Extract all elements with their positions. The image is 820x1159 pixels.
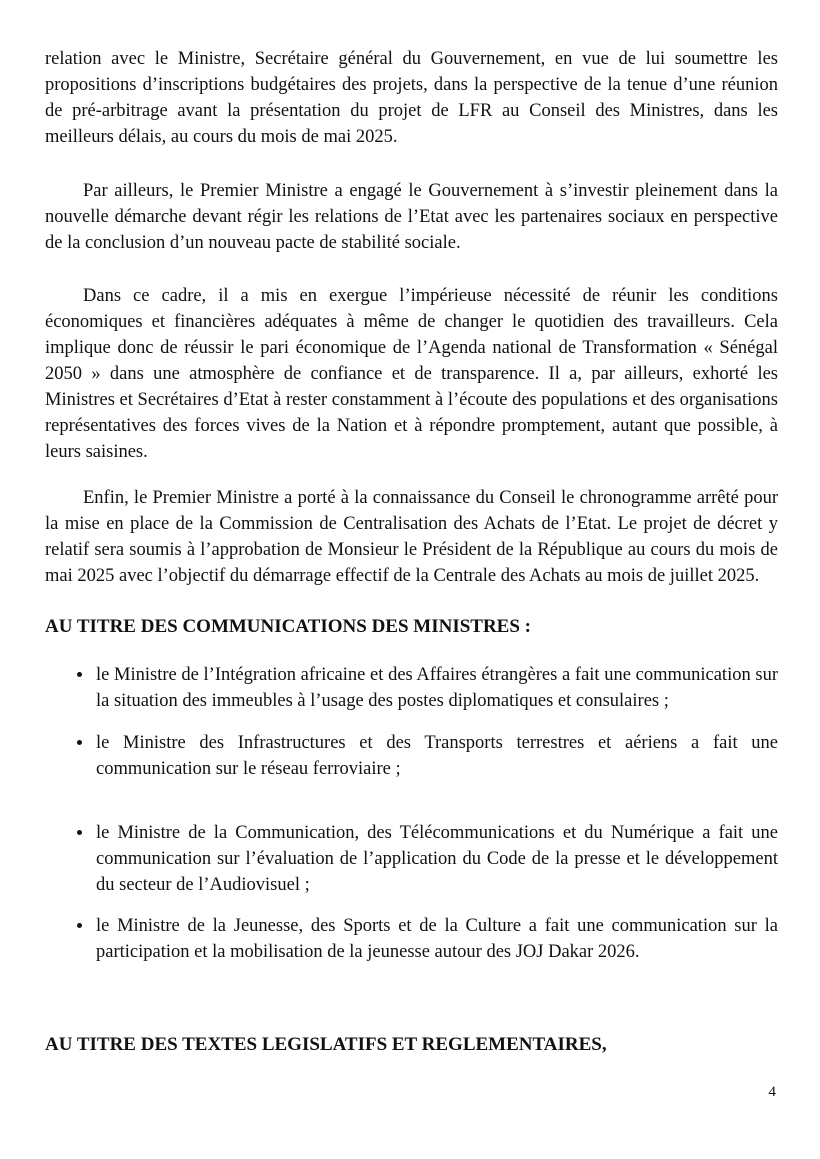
paragraph-budget-lfr: relation avec le Ministre, Secrétaire général du Gouvernement, en vue de lui soumettre les propositions d’inscriptions budgétaires des projets, dans la perspective de la tenue d’une réunion de pré-arbitrage avant la présentation du projet de LFR au Conseil des Ministres, dans les meilleurs délais, au cours du mois de mai 2025.	[45, 49, 778, 147]
paragraph-senegal-2050: Dans ce cadre, il a mis en exergue l’impérieuse nécessité de réunir les conditions économiques et financières adéquates à même de changer le quotidien des travailleurs. Cela implique donc de réussir le pari économique de l’Agenda national de Transformation « Sénégal 2050 » dans une atmosphère de confiance et de transparence. Il a, par ailleurs, exhorté les Ministres et Secrétaires d’Etat à rester constamment à l’écoute des populations et des organisations représentatives des forces vives de la Nation et à répondre promptement, autant que possible, à leurs saisines.	[45, 286, 778, 462]
section-heading-textes-legislatifs: AU TITRE DES TEXTES LEGISLATIFS ET REGLEMENTAIRES,	[45, 1034, 607, 1055]
section-heading-communications: AU TITRE DES COMMUNICATIONS DES MINISTRES :	[45, 616, 531, 637]
list-item-jeunesse-sports: • le Ministre de la Jeunesse, des Sports et de la Culture a fait une communication sur la participation et la mobilisation de la jeunesse autour des JOJ Dakar 2026.	[94, 913, 778, 965]
communications-list	[45, 662, 778, 965]
list-item-communication-numerique: • le Ministre de la Communication, des Télécommunications et du Numérique a fait une communication sur l’évaluation de l’application du Code de la presse et le développement du secteur de l’Audiovisuel ;	[94, 820, 778, 898]
list-item-integration-africaine: • le Ministre de l’Intégration africaine et des Affaires étrangères a fait une communication sur la situation des immeubles à l’usage des postes diplomatiques et consulaires ;	[94, 662, 778, 714]
paragraph-pacte-stabilite: Par ailleurs, le Premier Ministre a engagé le Gouvernement à s’investir pleinement dans la nouvelle démarche devant régir les relations de l’Etat avec les partenaires sociaux en perspective de la conclusion d’un nouveau pacte de stabilité sociale.	[45, 181, 778, 253]
list-item-infrastructures-transports: • le Ministre des Infrastructures et des Transports terrestres et aériens a fait une communication sur le réseau ferroviaire ;	[94, 730, 778, 782]
paragraph-centrale-achats: Enfin, le Premier Ministre a porté à la connaissance du Conseil le chronogramme arrêté pour la mise en place de la Commission de Centralisation des Achats de l’Etat. Le projet de décret y relatif sera soumis à l’approbation de Monsieur le Président de la République au cours du mois de mai 2025 avec l’objectif du démarrage effectif de la Centrale des Achats au mois de juillet 2025.	[45, 488, 778, 586]
page-number: 4	[768, 1084, 776, 1100]
